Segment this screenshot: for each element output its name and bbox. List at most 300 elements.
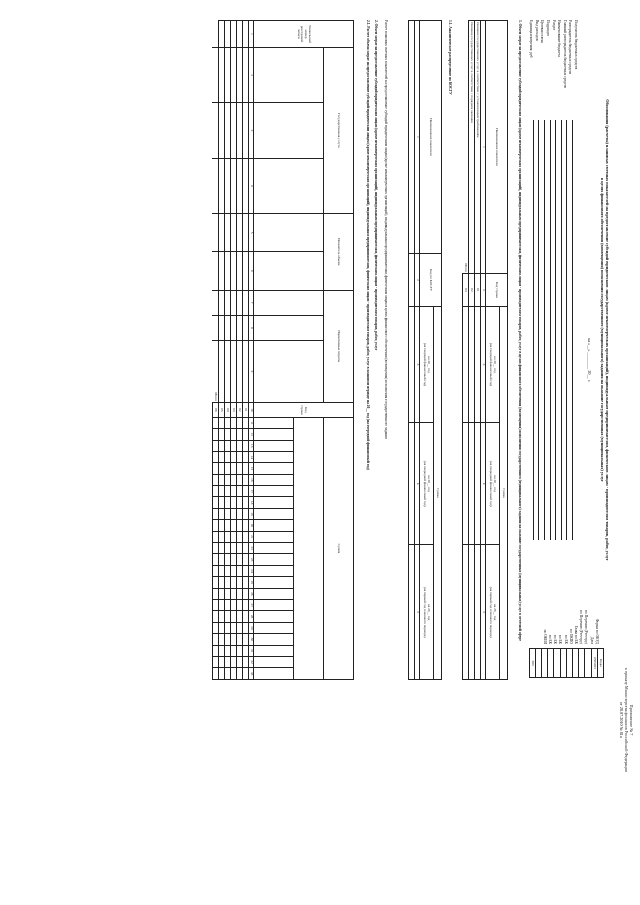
s2-cell xyxy=(237,463,243,474)
s2-cell xyxy=(225,565,231,576)
s2-col-number: 16 xyxy=(249,474,254,485)
s2-cell xyxy=(219,497,225,508)
s11-num-3: 3 xyxy=(415,307,420,423)
code-perechen-2 xyxy=(572,649,578,677)
s2-cell xyxy=(225,451,231,462)
s2-cell xyxy=(237,668,243,680)
label-okud: Форма по ОКУД xyxy=(594,618,599,644)
section21-title: 2.1. Расчет объема затрат на предоставление субсидий юридическим лицам (кроме некоммерческих организаций), индивидуальным предпринимателям, физическим лицам - производителям товаров, работ, услуг в плановом периоде на 20__ год (на очередной финансовый год) xyxy=(366,20,370,470)
s2-col-number: 12 xyxy=(249,429,254,440)
s2-cell xyxy=(219,531,225,542)
s2-cell xyxy=(225,634,231,645)
s1-col-sum: Сумма xyxy=(500,307,508,680)
s2-cell xyxy=(231,474,237,485)
s2-cell xyxy=(243,622,249,633)
s2-cell xyxy=(213,158,219,213)
s2-col-sum: Сумма xyxy=(324,417,354,679)
section2-title: 2. Объем затрат на предоставление субсидий юридическим лицам (кроме некоммерческих организаций), индивидуальным предпринимателям, физическим лицам - производителям товаров, работ, услуг xyxy=(374,20,378,351)
s2-col-unique: Уникальный номер реестровой записи xyxy=(254,21,354,48)
s1-num-1: 1 xyxy=(481,21,486,274)
s2-cell xyxy=(231,645,237,656)
s2-sum-subcol xyxy=(254,668,294,680)
s2-cell xyxy=(231,48,237,103)
s1-row1-code: 01 xyxy=(475,274,481,307)
s2-col-number: 2 xyxy=(249,48,254,103)
s2-cell xyxy=(219,158,225,213)
s2-cell xyxy=(243,290,249,315)
s2-cell xyxy=(237,417,243,428)
s2-cell xyxy=(225,668,231,680)
s2-cell xyxy=(219,340,225,402)
s2-col-number: 14 xyxy=(249,451,254,462)
s2-cell xyxy=(219,622,225,633)
s2-cell xyxy=(243,451,249,462)
code-okei: 383 xyxy=(530,660,535,666)
field-raspor: Распорядитель бюджетных средств xyxy=(568,20,573,75)
s2-cell xyxy=(219,474,225,485)
s2-cell xyxy=(237,588,243,599)
s2-sum-subcol xyxy=(254,497,294,508)
s2-cell xyxy=(231,463,237,474)
s1-total-code: 03 xyxy=(463,274,469,307)
s2-cell xyxy=(231,290,237,315)
field-vid: Вид расходов xyxy=(534,20,539,41)
s2-cell xyxy=(219,634,225,645)
s2-cell xyxy=(237,508,243,519)
s2-cell xyxy=(225,158,231,213)
s2-cell xyxy=(219,48,225,103)
s2-sum-subcol xyxy=(254,577,294,588)
s1-col-name: Наименование показателя xyxy=(486,21,508,274)
s2-cell xyxy=(225,486,231,497)
s2-cell xyxy=(237,440,243,451)
s2-cell xyxy=(231,634,237,645)
s2-cell xyxy=(243,213,249,251)
s2-cell xyxy=(219,440,225,451)
s2-col-number: 3 xyxy=(249,103,254,158)
section2-table xyxy=(212,20,354,680)
s2-cell xyxy=(243,508,249,519)
s2-cell xyxy=(219,429,225,440)
s2-cell xyxy=(231,440,237,451)
form-title-line1: Обоснования (расчеты) плановых сметных показателей на предоставление субсидий юридическим лицам (кроме некоммерческих организаций), индивидуальным предпринимателям, физическим лицам - производителям товаров, работ, услуг xyxy=(605,99,610,561)
s2-cell xyxy=(213,252,219,290)
appendix-number: Приложение № 7 xyxy=(629,704,634,736)
s2-cell xyxy=(231,417,237,428)
s2-col-number: 32 xyxy=(249,656,254,667)
s2-col-number: 4 xyxy=(249,158,254,213)
s2-cell xyxy=(213,508,219,519)
s2-col-number: 22 xyxy=(249,543,254,554)
label-perechen: по Перечню (Реестру) xyxy=(584,610,589,644)
s2-cell xyxy=(225,497,231,508)
code-bk-3 xyxy=(541,649,547,677)
s2-cell xyxy=(225,554,231,565)
s2-cell xyxy=(243,531,249,542)
field-razdel: Раздел xyxy=(551,20,556,31)
s2-cell xyxy=(243,417,249,428)
s2-sum-subcol xyxy=(254,486,294,497)
s2-cell xyxy=(213,656,219,667)
s2-col-number: 11 xyxy=(249,417,254,428)
field-glavny: Главный распорядитель бюджетных средств xyxy=(562,20,567,88)
appendix-block xyxy=(619,640,634,800)
s2-cell xyxy=(225,520,231,531)
s2-cell xyxy=(237,599,243,610)
s2-cell xyxy=(237,520,243,531)
s2-cell xyxy=(231,599,237,610)
s1-row2-name: Оказание государственных услуг в соответствии с порядком оказания xyxy=(469,21,475,274)
section11-table xyxy=(408,20,442,680)
s2-cell xyxy=(225,599,231,610)
s2-cell xyxy=(243,611,249,622)
s2-col-number: 21 xyxy=(249,531,254,542)
s2-col-number: 26 xyxy=(249,588,254,599)
s2-cell xyxy=(225,577,231,588)
s2-cell xyxy=(243,588,249,599)
s2-sum-subcol xyxy=(254,417,294,428)
s11-num-1: 1 xyxy=(415,21,420,254)
s2-cell xyxy=(231,497,237,508)
s2-sum-subcol xyxy=(254,656,294,667)
form-date-line: на «__» ________ 20__ г. xyxy=(587,337,592,383)
s2-cell xyxy=(231,656,237,667)
section11-title: 1.1. Аналитическое распределение по КОСГУ xyxy=(448,20,452,95)
s2-col-indicator: Показатель объема xyxy=(324,213,354,290)
s11-num-5: 5 xyxy=(415,545,420,680)
s2-cell xyxy=(213,531,219,542)
s2-col-number: 28 xyxy=(249,611,254,622)
s2-cell xyxy=(219,520,225,531)
s2-cell xyxy=(219,611,225,622)
s2-col-number: 29 xyxy=(249,622,254,633)
field-podrazdel: Подраздел xyxy=(546,20,551,37)
label-okpo: по ОКПО xyxy=(568,629,573,644)
s2-cell xyxy=(231,543,237,554)
s2-row-code: 01 xyxy=(243,402,249,417)
s11-col-y3: на 20__ год (на первый год планового периода) xyxy=(420,545,434,680)
s2-cell xyxy=(225,645,231,656)
s2-cell xyxy=(237,497,243,508)
s2-cell xyxy=(213,417,219,428)
s2-cell xyxy=(213,634,219,645)
s2-cell xyxy=(219,213,225,251)
codes-header: Коды xyxy=(597,649,603,677)
s2-cell xyxy=(219,486,225,497)
s2-sum-subcol xyxy=(254,474,294,485)
s2-cell xyxy=(213,543,219,554)
s2-col-number: 24 xyxy=(249,565,254,576)
s2-cell xyxy=(237,252,243,290)
field-budget: Наименование бюджета xyxy=(557,20,562,57)
code-labels xyxy=(542,560,604,644)
s2-cell xyxy=(243,315,249,340)
s2-cell xyxy=(213,611,219,622)
s2-cell xyxy=(213,315,219,340)
s2-cell xyxy=(213,21,219,48)
s2-cell xyxy=(231,103,237,158)
s2-cell xyxy=(231,158,237,213)
s2-cell xyxy=(237,103,243,158)
s2-cell xyxy=(231,429,237,440)
s2-col-number: 9 xyxy=(249,340,254,402)
s2-col-number: 10 xyxy=(249,402,254,417)
s2-col-norm: Нормативные затраты xyxy=(324,290,354,402)
s2-cell xyxy=(219,599,225,610)
s2-col-number: 5 xyxy=(249,213,254,251)
s1-col-y1: на 20__ год (на текущий финансовый год) xyxy=(486,307,500,423)
s2-cell xyxy=(237,451,243,462)
s11-col-name: Наименование показателя xyxy=(420,21,442,254)
s2-cell xyxy=(213,213,219,251)
s2-cell xyxy=(243,668,249,680)
section1-title: 1. Объем затрат на предоставление субсидий юридическим лицам (кроме некоммерческих организаций), индивидуальным предпринимателям, физическим лицам - производителям товаров, работ, услуг в целях финансового обеспечения (возмещения) исполнения государственного (муниципального) задания на оказание государственных (муниципальных) услуг в отчетной сфере xyxy=(518,20,522,641)
appendix-date: от 28.07.2010 № 81н xyxy=(619,701,624,739)
s2-cell xyxy=(243,599,249,610)
s2-cell xyxy=(213,588,219,599)
s2-cell xyxy=(225,21,231,48)
s2-sum-subcol xyxy=(254,634,294,645)
s2-cell xyxy=(219,656,225,667)
s2-sum-subcol xyxy=(254,565,294,576)
s2-col-number: 27 xyxy=(249,599,254,610)
s2-cell xyxy=(219,565,225,576)
s2-col-number: 18 xyxy=(249,497,254,508)
s2-col-number: 23 xyxy=(249,554,254,565)
s2-cell xyxy=(213,622,219,633)
s2-cell xyxy=(219,645,225,656)
s1-num-2: 2 xyxy=(481,274,486,307)
s1-col-code: Код строки xyxy=(486,274,508,307)
s2-cell xyxy=(231,531,237,542)
s2-cell xyxy=(243,474,249,485)
s2-cell xyxy=(243,429,249,440)
s11-col-y2: на 20__ год (на очередной финансовый год) xyxy=(420,423,434,545)
s2-cell xyxy=(213,554,219,565)
s2-cell xyxy=(237,622,243,633)
s2-cell xyxy=(213,599,219,610)
s2-cell xyxy=(237,340,243,402)
s1-num-4: 4 xyxy=(481,423,486,545)
s2-cell xyxy=(213,565,219,576)
s2-total-label: Итого xyxy=(213,340,219,402)
s2-cell xyxy=(237,543,243,554)
s2-cell xyxy=(213,520,219,531)
s2-sum-subcol xyxy=(254,531,294,542)
s2-row-code: 03 xyxy=(231,402,237,417)
s2-sum-subcol xyxy=(254,451,294,462)
s2-col-number: 13 xyxy=(249,440,254,451)
label-bk-1: по БК xyxy=(563,634,568,644)
code-bk-4 xyxy=(535,649,541,677)
fill-line-5 xyxy=(550,120,551,540)
s2-sum-subcol xyxy=(254,440,294,451)
s2-cell xyxy=(237,656,243,667)
s2-cell xyxy=(231,315,237,340)
s2-cell xyxy=(237,565,243,576)
s2-sum-subcol xyxy=(254,611,294,622)
section1-table xyxy=(462,20,508,680)
code-date xyxy=(584,649,590,677)
s2-cell xyxy=(213,668,219,680)
fill-line-6 xyxy=(544,120,545,540)
s2-cell xyxy=(231,486,237,497)
s2-cell xyxy=(243,21,249,48)
s2-cell xyxy=(225,611,231,622)
fill-line-4 xyxy=(555,120,556,540)
s2-cell xyxy=(219,508,225,519)
s2-cell xyxy=(231,588,237,599)
s2-col-number: 6 xyxy=(249,252,254,290)
field-edinica: Единица измерения: руб xyxy=(529,20,534,58)
s2-cell xyxy=(243,634,249,645)
s2-cell xyxy=(213,497,219,508)
s2-cell xyxy=(243,158,249,213)
label-okei: по ОКЕИ xyxy=(542,629,547,644)
s2-cell xyxy=(237,48,243,103)
s2-cell xyxy=(213,48,219,103)
s2-cell xyxy=(231,340,237,402)
fill-line-3 xyxy=(561,120,562,540)
s2-row-code: 04 xyxy=(225,402,231,417)
s1-row1-name: Оказание государственных услуг в соответствии с установленным требованиям xyxy=(475,21,481,274)
s1-total-label: Итого xyxy=(463,21,469,274)
s2-cell xyxy=(225,290,231,315)
fill-line-8 xyxy=(533,120,534,540)
s2-col-number: 1 xyxy=(249,21,254,48)
s2-cell xyxy=(225,417,231,428)
s11-num-2: 2 xyxy=(415,254,420,307)
s2-col-number: 30 xyxy=(249,634,254,645)
s2-col-number: 17 xyxy=(249,486,254,497)
s2-cell xyxy=(213,290,219,315)
s1-num-3: 3 xyxy=(481,307,486,423)
s2-sum-subcol xyxy=(254,622,294,633)
s2-cell xyxy=(219,417,225,428)
s2-cell xyxy=(237,21,243,48)
s2-cell xyxy=(213,451,219,462)
s2-col-number: 8 xyxy=(249,315,254,340)
s2-cell xyxy=(219,290,225,315)
s2-cell xyxy=(225,213,231,251)
s2-cell xyxy=(225,315,231,340)
s2-cell xyxy=(231,451,237,462)
s2-row-code: 06 xyxy=(213,402,219,417)
label-glava: Глава по БК xyxy=(574,625,579,644)
s2-cell xyxy=(219,543,225,554)
s2-col-number: 31 xyxy=(249,645,254,656)
s2-cell xyxy=(225,340,231,402)
s2-cell xyxy=(225,252,231,290)
s2-cell xyxy=(231,565,237,576)
s2-cell xyxy=(237,531,243,542)
s2-sum-subcol xyxy=(254,508,294,519)
s2-cell xyxy=(243,48,249,103)
s2-cell xyxy=(243,520,249,531)
fill-line-1 xyxy=(572,120,573,540)
s1-col-y2: на 20__ год (на очередной финансовый год) xyxy=(486,423,500,545)
s2-cell xyxy=(213,429,219,440)
s1-num-5: 5 xyxy=(481,545,486,680)
s2-cell xyxy=(243,486,249,497)
s2-cell xyxy=(225,463,231,474)
label-bk-2: по БК xyxy=(558,634,563,644)
field-labels xyxy=(528,20,578,160)
s2-col-code: Код строки xyxy=(254,402,354,417)
s2-sum-subcol xyxy=(254,599,294,610)
s2-col-number: 20 xyxy=(249,520,254,531)
s2-cell xyxy=(231,554,237,565)
s2-cell xyxy=(225,474,231,485)
s2-cell xyxy=(225,656,231,667)
s2-cell xyxy=(243,565,249,576)
s2-cell xyxy=(237,429,243,440)
label-bk-4: по БК xyxy=(548,634,553,644)
s2-cell xyxy=(219,451,225,462)
s2-cell xyxy=(225,543,231,554)
s2-cell xyxy=(213,645,219,656)
s2-cell xyxy=(219,554,225,565)
field-poluchatel: Получатель бюджетных средств xyxy=(574,20,578,70)
code-bk-1 xyxy=(554,649,560,677)
s2-col-number: 15 xyxy=(249,463,254,474)
s2-cell xyxy=(243,252,249,290)
s2-sum-subcol xyxy=(254,645,294,656)
s2-cell xyxy=(225,48,231,103)
s2-cell xyxy=(231,577,237,588)
s2-cell xyxy=(243,103,249,158)
s2-cell xyxy=(243,645,249,656)
s2-cell xyxy=(237,486,243,497)
s2-cell xyxy=(225,429,231,440)
s11-col-kosgu: Код по КОСГУ xyxy=(420,254,442,307)
s2-cell xyxy=(225,440,231,451)
s2-col-number: 33 xyxy=(249,668,254,680)
s2-cell xyxy=(225,531,231,542)
s2-cell xyxy=(237,158,243,213)
s2-col-service: Государственная услуга xyxy=(324,48,354,214)
s2-cell xyxy=(219,21,225,48)
s2-cell xyxy=(231,508,237,519)
s2-cell xyxy=(237,315,243,340)
s2-cell xyxy=(237,634,243,645)
s2-cell xyxy=(243,440,249,451)
s2-cell xyxy=(225,103,231,158)
s2-cell xyxy=(225,508,231,519)
s2-cell xyxy=(219,252,225,290)
code-perechen xyxy=(578,649,584,677)
code-okud: 0505025 xyxy=(591,649,597,677)
code-glava xyxy=(566,649,572,677)
s2-cell xyxy=(225,622,231,633)
s2-sum-subcol xyxy=(254,543,294,554)
s2-cell xyxy=(219,103,225,158)
s2-cell xyxy=(231,611,237,622)
s2-col-number: 25 xyxy=(249,577,254,588)
s11-num-4: 4 xyxy=(415,423,420,545)
s2-cell xyxy=(231,213,237,251)
s2-cell xyxy=(243,656,249,667)
s2-cell xyxy=(231,520,237,531)
s2-cell xyxy=(243,554,249,565)
label-bk-3: по БК xyxy=(553,634,558,644)
s11-col-sum: Сумма xyxy=(434,307,442,680)
s2-cell xyxy=(237,554,243,565)
s2-cell xyxy=(237,577,243,588)
s2-cell xyxy=(243,497,249,508)
s2-cell xyxy=(225,588,231,599)
form-title xyxy=(600,40,610,620)
